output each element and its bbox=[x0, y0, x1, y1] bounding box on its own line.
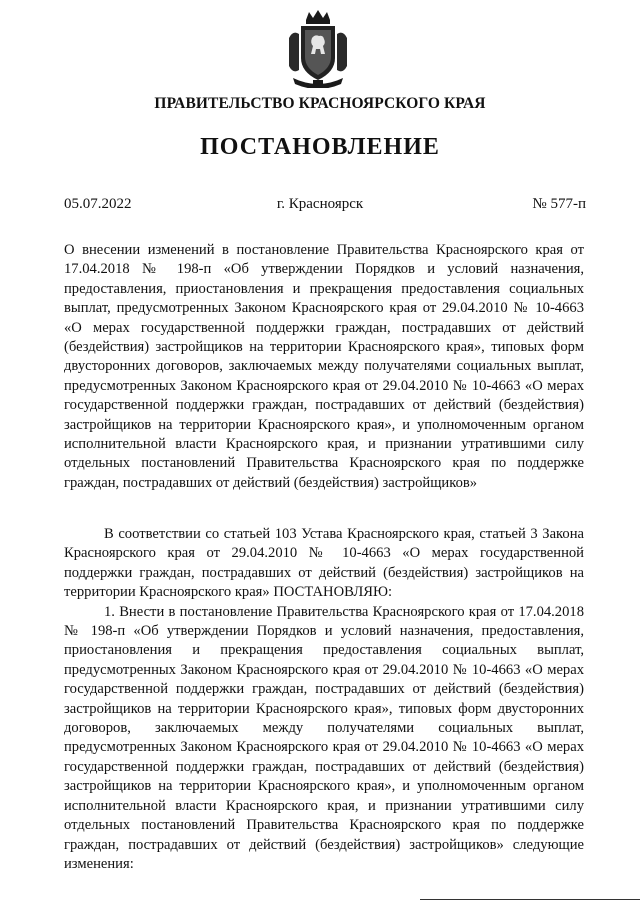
document-title bbox=[64, 241, 584, 493]
document-body bbox=[64, 525, 584, 874]
organization-name: ПРАВИТЕЛЬСТВО КРАСНОЯРСКОГО КРАЯ bbox=[154, 95, 486, 112]
preamble-paragraph: В соответствии со статьей 103 Устава Красноярского края, статьей 3 Закона Красноярского края от 29.04.2010 № 10-4663 «О мерах государственной поддержки граждан, пострадавших от действий (бездействия) застройщиков на территории Красноярского края» ПОСТАНОВЛЯЮ: bbox=[64, 526, 584, 601]
document-date: 05.07.2022 bbox=[64, 196, 132, 212]
document-city: г. Красноярск bbox=[276, 196, 364, 212]
document-title-text: О внесении изменений в постановление Правительства Красноярского края от 17.04.2018 № 198-п «Об утверждении Порядков и условий назначения, предоставления, приостановления и прекращения предоставления социальных выплат, предусмотренных Законом Красноярского края от 29.04.2010 № 10-4663 «О мерах государственной поддержки граждан, пострадавших от действий (бездействия) застройщиков на территории Красноярского края», типовых форм двусторонних договоров, заключаемых между получателями социальных выплат, предусмотренных Законом Красноярского края от 29.04.2010 № 10-4663 «О мерах государственной поддержки граждан, пострадавших от действий (бездействия) застройщиков на территории Красноярского края», и уполномоченным органом исполнительной власти Красноярского края, и признании утратившими силу отдельных постановлений Правительства Красноярского края по поддержке граждан, пострадавших от действий (бездействия) застройщиков» bbox=[64, 242, 584, 491]
item-1-paragraph: 1. Внести в постановление Правительства Красноярского края от 17.04.2018 № 198-п «Об утверждении Порядков и условий назначения, предоставления, приостановления и прекращения предоставления социальных выплат, предусмотренных Законом Красноярского края от 29.04.2010 № 10-4663 «О мерах государственной поддержки граждан, пострадавших от действий (бездействия) застройщиков на территории Красноярского края», типовых форм двусторонних договоров, заключаемых между получателями социальных выплат, предусмотренных Законом Красноярского края от 29.04.2010 № 10-4663 «О мерах государственной поддержки граждан, пострадавших от действий (бездействия) застройщиков на территории Красноярского края», и уполномоченным органом исполнительной власти Красноярского края, и признании утратившими силу отдельных постановлений Правительства Красноярского края по поддержке граждан, пострадавших от действий (бездействия) застройщиков» следующие изменения: bbox=[64, 603, 584, 872]
document-type-heading: ПОСТАНОВЛЕНИЕ bbox=[200, 134, 440, 160]
scan-edge-line bbox=[420, 899, 640, 900]
coat-of-arms-icon bbox=[285, 8, 351, 88]
document-number: № 577-п bbox=[532, 196, 586, 212]
